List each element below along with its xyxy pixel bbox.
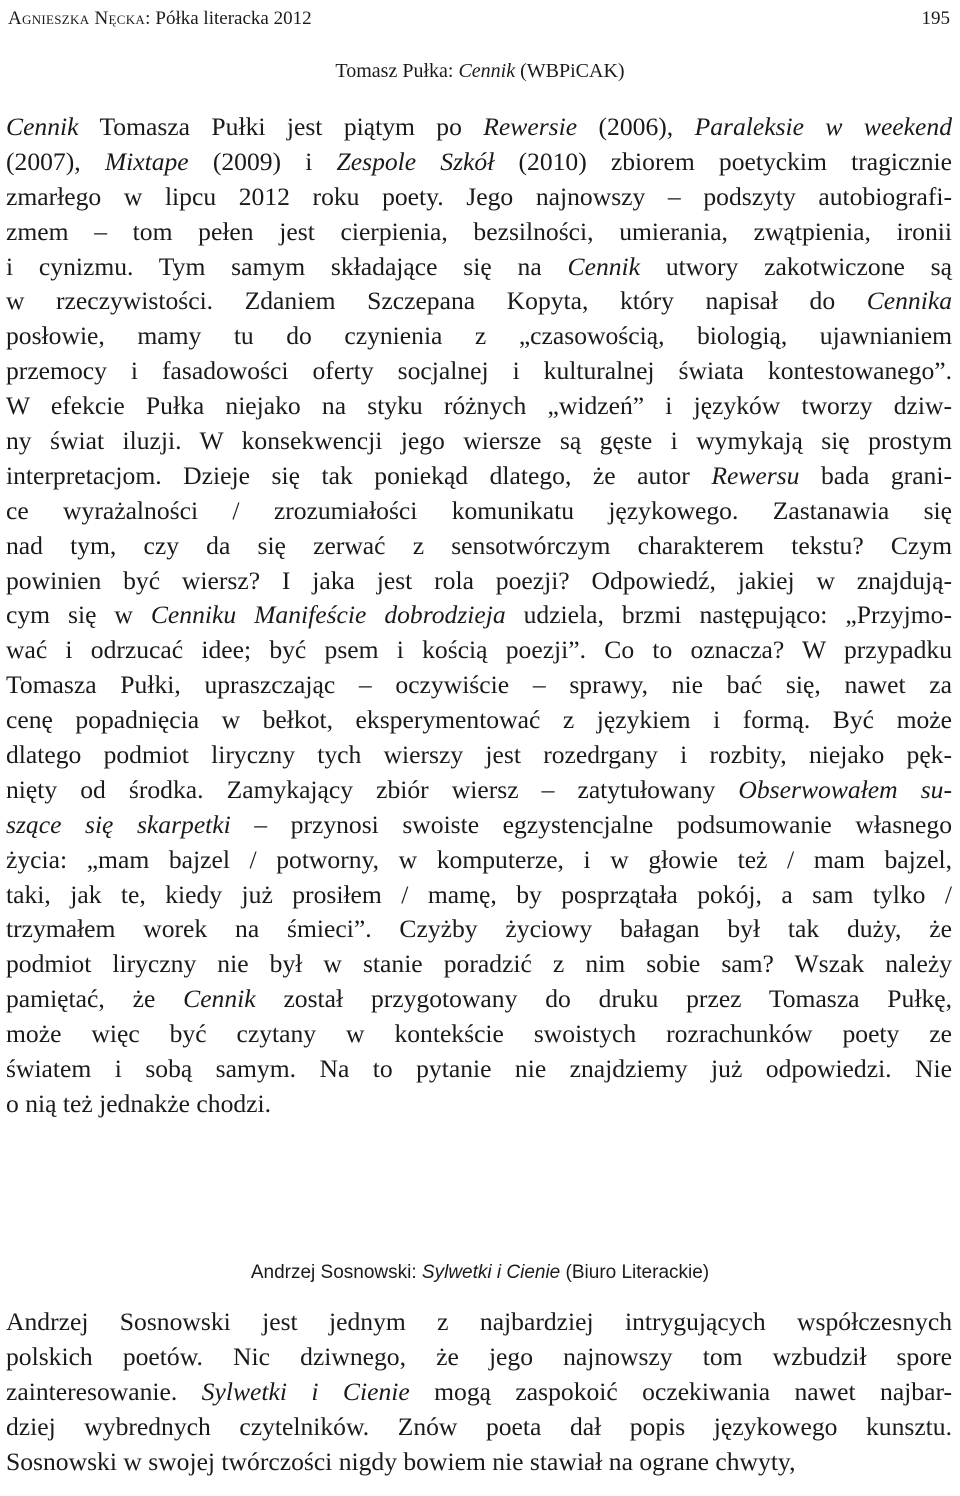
running-head	[8, 6, 952, 32]
text-run: mogą zaspokoić oczekiwania nawet najbar-	[409, 1376, 952, 1406]
text-run: dziej wybrednych czytelników. Znów poeta dał popis językowego kunsztu.	[6, 1411, 952, 1441]
text-line	[6, 947, 952, 982]
italic-title: Cennika	[866, 286, 952, 316]
text-run: zmem – tom pełen jest cierpienia, bezsilności, umierania, zwątpienia, ironii	[6, 216, 952, 246]
text-line	[6, 284, 952, 319]
italic-title: Cenniku Manifeście dobrodzieja	[150, 600, 506, 630]
text-line	[6, 598, 952, 633]
text-line	[6, 319, 952, 354]
text-run: w rzeczywistości. Zdaniem Szczepana Kopyta, który napisał do	[6, 286, 867, 316]
text-line	[6, 250, 952, 285]
page-number: 195	[921, 8, 950, 29]
header-author: Agnieszka Nęcka:	[8, 8, 151, 29]
text-run: bada grani-	[799, 460, 952, 490]
text-run: Sosnowski w swojej twórczości nigdy bowiem nie stawiał na ograne chwyty,	[6, 1446, 796, 1476]
text-line	[6, 354, 952, 389]
text-run: przemocy i fasadowości oferty socjalnej i kulturalnej świata kontestowanego”.	[6, 356, 952, 386]
text-run: (2009) i	[188, 146, 337, 176]
text-line	[6, 215, 952, 250]
italic-title: Cennik	[6, 112, 79, 141]
section1-heading-author: Tomasz Pułka:	[335, 60, 459, 82]
italic-title: Obserwowałem su-	[738, 774, 952, 804]
header-title: Półka literacka 2012	[155, 8, 312, 29]
text-run: cenę popadnięcia w bełkot, eksperymentować z językiem i formą. Być może	[6, 705, 952, 735]
text-line	[6, 982, 952, 1017]
text-line	[6, 773, 952, 808]
text-run: pamiętać, że	[6, 984, 184, 1014]
text-line	[6, 1445, 952, 1480]
section-heading-1	[0, 58, 960, 84]
section-heading-2	[0, 1260, 960, 1286]
text-line	[6, 703, 952, 738]
text-run: trzymałem worek na śmieci”. Czyżby życiowy bałagan był tak duży, że	[6, 914, 952, 944]
text-run: i cynizmu. Tym samym składające się na	[6, 251, 568, 281]
text-run: udziela, brzmi następująco: „Przyjmo-	[505, 600, 952, 630]
italic-title: Cennik	[567, 251, 641, 281]
text-run: ce wyrażalności / zrozumiałości komunikatu językowego. Zastanawia się	[6, 495, 952, 525]
text-run: Tomasza Pułki, upraszczając – oczywiście – sprawy, nie bać się, nawet za	[6, 670, 952, 700]
text-run: dlatego podmiot liryczny tych wierszy jest rozedrgany i rozbity, niejako pęk-	[6, 740, 952, 770]
text-line	[6, 180, 952, 215]
text-run: utwory zakotwiczone są	[640, 251, 952, 281]
text-run: (2007),	[6, 146, 105, 176]
text-run: wać i odrzucać idee; być psem i kością poezji”. Co to oznacza? W przypadku	[6, 635, 952, 665]
section1-heading-publisher: (WBPiCAK)	[515, 60, 625, 82]
text-line	[6, 1052, 952, 1087]
text-run: (2006),	[577, 112, 695, 141]
text-run: taki, jak te, kiedy już prosiłem / mamę, by posprzątała pokój, a sam tylko /	[6, 879, 952, 909]
text-line	[6, 808, 952, 843]
text-line	[6, 389, 952, 424]
text-run: (2010) zbiorem poetyckim tragicznie	[494, 146, 953, 176]
italic-title: Rewersie	[483, 112, 578, 141]
text-run: W efekcie Pułka niejako na styku różnych „widzeń” i języków tworzy dziw-	[6, 391, 952, 421]
text-run: – przynosi swoiste egzystencjalne podsumowanie własnego	[230, 809, 952, 839]
section1-heading-title: Cennik	[458, 60, 516, 82]
italic-title: Mixtape	[104, 146, 189, 176]
italic-title: szące się skarpetki	[6, 809, 231, 839]
text-line	[6, 459, 952, 494]
text-line	[6, 1305, 952, 1340]
text-run: nięty od środka. Zamykający zbiór wiersz – zatytułowany	[6, 774, 739, 804]
text-run: posłowie, mamy tu do czynienia z „czasowością, biologią, ujawnianiem	[6, 321, 952, 351]
text-run: światem i sobą samym. Na to pytanie nie znajdziemy już odpowiedzi. Nie	[6, 1054, 952, 1084]
text-line	[6, 1087, 952, 1122]
text-run: nad tym, czy da się zerwać z sensotwórczym charakterem tekstu? Czym	[6, 530, 952, 560]
text-line	[6, 912, 952, 947]
section2-heading-publisher: (Biuro Literackie)	[560, 1262, 710, 1283]
text-run: podmiot liryczny nie był w stanie poradzić z nim sobie sam? Wszak należy	[6, 949, 952, 979]
section2-heading-title: Sylwetki i Cienie	[421, 1262, 561, 1283]
text-run: Andrzej Sosnowski jest jednym z najbardziej intrygujących współczesnych	[6, 1307, 952, 1336]
italic-title: Paraleksie w weekend	[694, 112, 952, 141]
italic-title: Sylwetki i Cienie	[201, 1376, 410, 1406]
text-line	[6, 110, 952, 145]
text-line	[6, 738, 952, 773]
section1-body	[6, 110, 952, 1122]
italic-title: Rewersu	[711, 460, 800, 490]
text-line	[6, 1017, 952, 1052]
text-line	[6, 668, 952, 703]
text-run: cym się w	[6, 600, 151, 630]
text-run: został przygotowany do druku przez Tomasza Pułkę,	[255, 984, 952, 1014]
text-run: ny świat iluzji. W konsekwencji jego wiersze są gęste i wymykają się prostym	[6, 426, 952, 456]
section2-heading-author: Andrzej Sosnowski:	[250, 1262, 422, 1283]
text-run: zainteresowanie.	[6, 1376, 202, 1406]
section2-body	[6, 1305, 952, 1479]
text-run: polskich poetów. Nic dziwnego, że jego najnowszy tom wzbudził spore	[6, 1341, 952, 1371]
text-line	[6, 424, 952, 459]
text-run: życia: „mam bajzel / potworny, w komputerze, i w głowie też / mam bajzel,	[6, 844, 952, 874]
text-run: o nią też jednakże chodzi.	[6, 1088, 272, 1118]
italic-title: Cennik	[183, 984, 256, 1014]
text-line	[6, 1410, 952, 1445]
text-line	[6, 633, 952, 668]
text-run: zmarłego w lipcu 2012 roku poety. Jego najnowszy – podszyty autobiografi-	[6, 181, 952, 211]
text-line	[6, 843, 952, 878]
text-run: Tomasza Pułki jest piątym po	[78, 112, 484, 141]
text-line	[6, 878, 952, 913]
text-line	[6, 494, 952, 529]
text-line	[6, 1340, 952, 1375]
text-line	[6, 145, 952, 180]
text-line	[6, 529, 952, 564]
text-run: interpretacjom. Dzieje się tak poniekąd dlatego, że autor	[6, 460, 712, 490]
text-line	[6, 1375, 952, 1410]
italic-title: Zespole Szkół	[336, 146, 495, 176]
text-run: może więc być czytany w kontekście swoistych rozrachunków poety ze	[6, 1019, 952, 1049]
text-line	[6, 564, 952, 599]
text-run: powinien być wiersz? I jaka jest rola poezji? Odpowiedź, jakiej w znajdują-	[6, 565, 952, 595]
